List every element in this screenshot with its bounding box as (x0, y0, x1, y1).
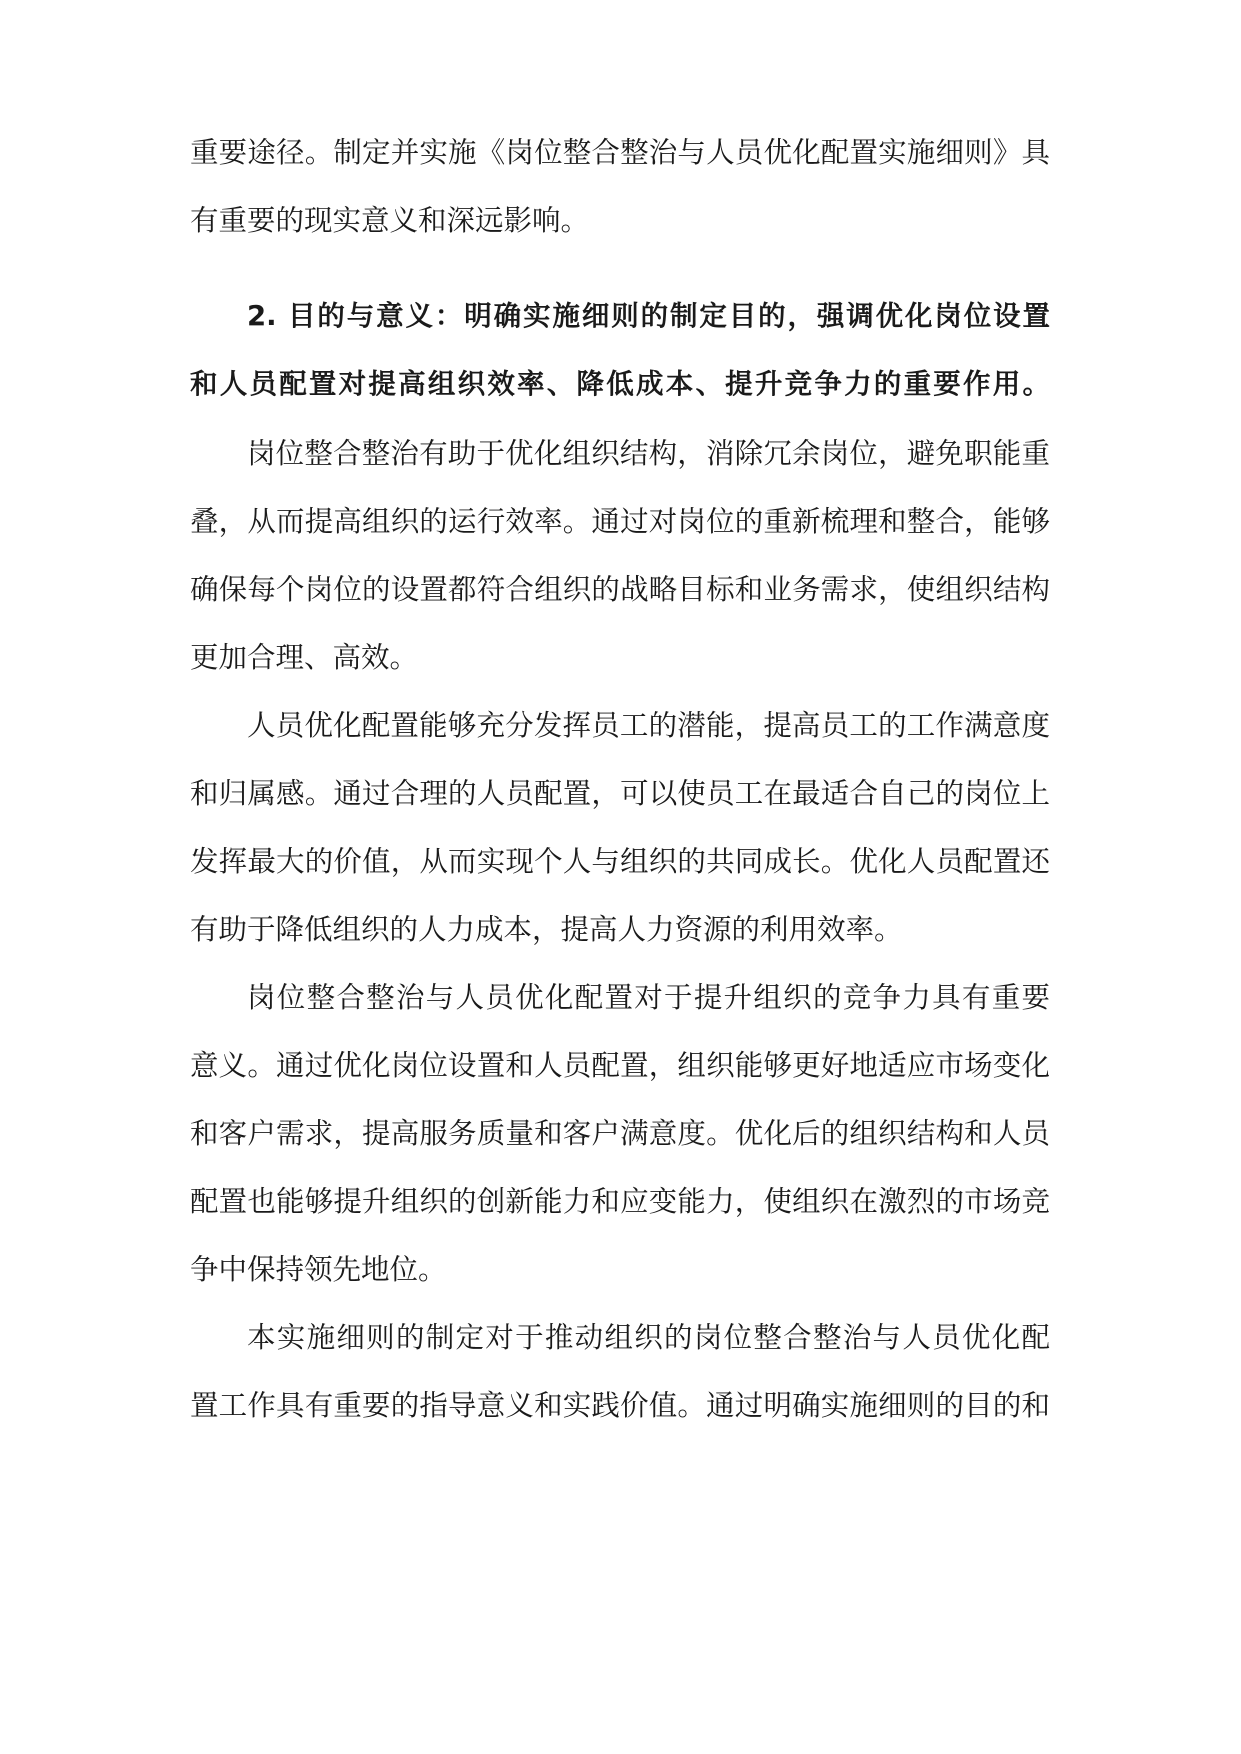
paragraph-line: 和归属感。通过合理的人员配置，可以使员工在最适合自己的岗位上 (190, 777, 1050, 810)
paragraph-line: 重要途径。制定并实施《岗位整合整治与人员优化配置实施细则》具 (190, 136, 1050, 169)
paragraph-line: 有助于降低组织的人力成本，提高人力资源的利用效率。 (190, 913, 903, 946)
paragraph-line: 争中保持领先地位。 (190, 1253, 447, 1286)
paragraph-line: 更加合理、高效。 (190, 641, 419, 674)
paragraph-line: 和客户需求，提高服务质量和客户满意度。优化后的组织结构和人员 (190, 1117, 1050, 1150)
paragraph-line: 本实施细则的制定对于推动组织的岗位整合整治与人员优化配 (247, 1321, 1050, 1354)
paragraph-line: 人员优化配置能够充分发挥员工的潜能，提高员工的工作满意度 (247, 709, 1050, 742)
heading-line: 和人员配置对提高组织效率、降低成本、提升竞争力的重要作用。 (190, 368, 1050, 400)
document-page (190, 0, 1050, 1754)
paragraph-line: 有重要的现实意义和深远影响。 (190, 204, 590, 237)
paragraph-line: 叠，从而提高组织的运行效率。通过对岗位的重新梳理和整合，能够 (190, 505, 1050, 538)
paragraph-line: 置工作具有重要的指导意义和实践价值。通过明确实施细则的目的和 (190, 1389, 1050, 1422)
paragraph-line: 配置也能够提升组织的创新能力和应变能力，使组织在激烈的市场竞 (190, 1185, 1050, 1218)
paragraph-line: 意义。通过优化岗位设置和人员配置，组织能够更好地适应市场变化 (190, 1049, 1050, 1082)
heading-line: 2. 目的与意义：明确实施细则的制定目的，强调优化岗位设置 (247, 300, 1050, 332)
paragraph-line: 确保每个岗位的设置都符合组织的战略目标和业务需求，使组织结构 (190, 573, 1050, 606)
paragraph-line: 岗位整合整治有助于优化组织结构，消除冗余岗位，避免职能重 (247, 437, 1050, 470)
paragraph-line: 岗位整合整治与人员优化配置对于提升组织的竞争力具有重要 (247, 981, 1050, 1014)
paragraph-line: 发挥最大的价值，从而实现个人与组织的共同成长。优化人员配置还 (190, 845, 1050, 878)
